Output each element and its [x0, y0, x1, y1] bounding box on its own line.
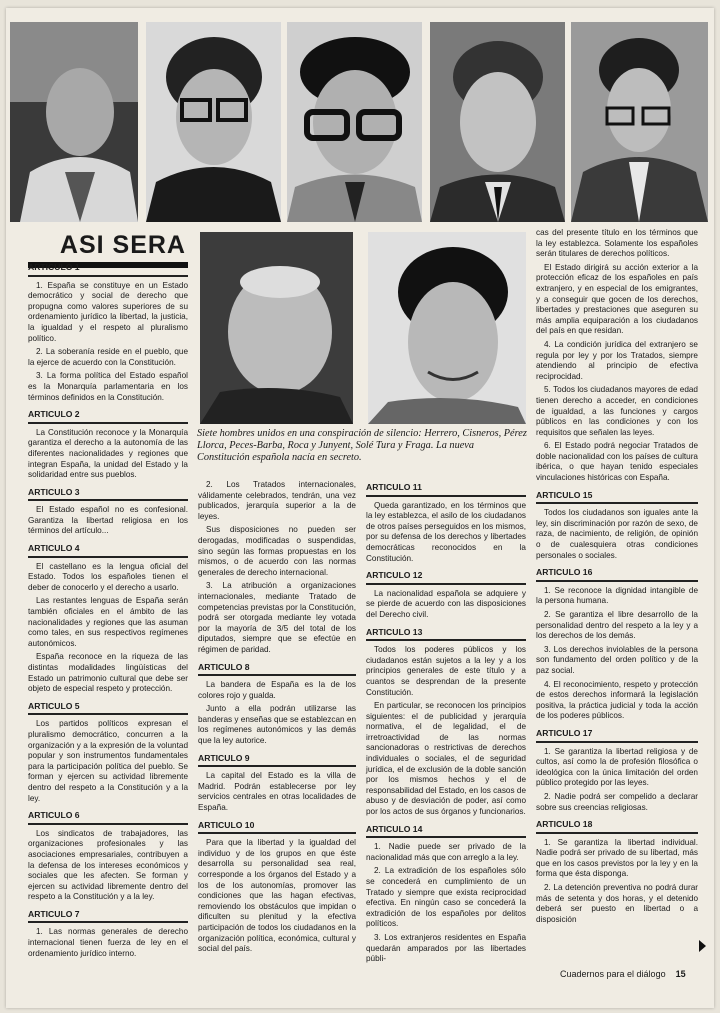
page-footer	[560, 969, 700, 979]
page-title: ASI SERA	[59, 231, 186, 259]
text-column-2	[198, 480, 356, 958]
article-title: ARTICULO 1	[28, 262, 188, 277]
article-paragraph: 2. Se garantiza el libre desarrollo de la personalidad dentro del respeto a la ley y a los derechos de los demás.	[536, 610, 698, 641]
portrait-photo-7	[368, 232, 526, 424]
article-paragraph: 3. La atribución a organizaciones internacionales, mediante Tratado de competencias previstas por la Constitución, podrá ser otorgada mediante ley votada por la mayoría de 3/5 del total de los diputados, siempre que se efectúe en régimen de paridad.	[198, 581, 356, 654]
portrait-photo-5	[571, 22, 708, 222]
portrait-photo-3	[287, 22, 422, 222]
text-column-1	[28, 262, 188, 962]
portrait-photo-4	[430, 22, 565, 222]
article-title: ARTICULO 16	[536, 567, 698, 582]
article-paragraph: 1. Se garantiza la libertad individual. Nadie podrá ser privado de su libertad, más que en los casos previstos por la ley y en la forma que ésta disponga.	[536, 837, 698, 879]
photo-caption: Siete hombres unidos en una conspiración de silencio: Herrero, Cisneros, Pérez Llorca, Peces-Barba, Roca y Junyent, Solé Tura y Fraga. La nueva Constitución española nacía en secreto.	[197, 428, 527, 463]
article-title: ARTICULO 14	[366, 824, 526, 839]
article-paragraph: 5. Todos los ciudadanos mayores de edad tienen derecho a acceder, en condiciones de igualdad, a las funciones y cargos públicos en las condiciones y con los requisitos que señalen las leyes.	[536, 385, 698, 437]
article-paragraph: Queda garantizado, en los términos que la ley establezca, el asilo de los ciudadanos de otros países perseguidos en los mismos, por su defensa de los derechos y libertades democráticas reconocidos en la Constitución.	[366, 500, 526, 563]
article-paragraph: 1. España se constituye en un Estado democrático y social de derecho que propugna como valores superiores de su ordenamiento jurídico la libertad, la justicia, la igualdad y el respeto al pluralismo político.	[28, 280, 188, 343]
article-paragraph: España reconoce en la riqueza de las distintas modalidades lingüísticas del Estado un patrimonio cultural que debe ser objeto de especial respeto y protección.	[28, 652, 188, 694]
article-title: ARTICULO 2	[28, 409, 188, 424]
article-title: ARTICULO 9	[198, 753, 356, 768]
article-title: ARTICULO 7	[28, 909, 188, 924]
article-paragraph: Para que la libertad y la igualdad del individuo y de los grupos en que éste desarrolla su personalidad sea real, corresponde a los órganos del Estado y a los de los autonomías, promover las condiciones que las hagan efectivas, removiendo los obstáculos que impidan o dificulten su plenitud y la efectiva participación de todos los ciudadanos en la organización política, económica, cultural y social del país.	[198, 838, 356, 954]
article-paragraph: 4. El reconocimiento, respeto y protección de estos derechos informará la legislación positiva, la práctica judicial y toda la acción de los poderes públicos.	[536, 679, 698, 721]
article-paragraph: En particular, se reconocen los principios siguientes: el de publicidad y jerarquía normativa, el de legalidad, el de irretroactividad de las normas sancionadoras o restrictivas de derechos individuales o sociales, el de seguridad jurídica, el de exclusión de la doble sanción por los mismos hechos y el de responsabilidad del Estado, en los casos de abuso y de desviación de poder, así como por los actos de sus órganos y funcionarios.	[366, 701, 526, 817]
article-paragraph: El Estado español no es confesional. Garantiza la libertad religiosa en los términos del artículo...	[28, 505, 188, 536]
article-paragraph: 6. El Estado podrá negociar Tratados de doble nacionalidad con los países de cultura ibérica, o que hayan tenido especiales vinculaciones históricas con España.	[536, 441, 698, 483]
article-title: ARTICULO 8	[198, 662, 356, 677]
article-paragraph: Todos los poderes públicos y los ciudadanos están sujetos a la ley y a los principios generales de este título y a cuantos se desprendan de la presente Constitución.	[366, 645, 526, 697]
article-paragraph: Los partidos políticos expresan el pluralismo democrático, concurren a la organización y a la expresión de la voluntad popular y son instrumentos fundamentales para la participación política del pueblo. Se forman y ejercen su actividad libremente dentro del respeto a la Constitución y a la ley.	[28, 719, 188, 803]
article-title: ARTICULO 17	[536, 728, 698, 743]
article-title: ARTICULO 11	[366, 482, 526, 497]
publication-name: Cuadernos para el diálogo	[560, 969, 666, 979]
article-paragraph: 2. La detención preventiva no podrá durar más de setenta y dos horas, y el detenido deberá ser puesto en libertad o a disposición	[536, 883, 698, 924]
article-paragraph: cas del presente título en los términos que la ley establezca. Solamente los españoles serán titulares de derechos políticos.	[536, 228, 698, 259]
article-paragraph: Sus disposiciones no pueden ser derogadas, modificadas o suspendidas, sino según las formas propuestas en los mismos, o de acuerdo con las normas generales de derecho internacional.	[198, 525, 356, 577]
article-paragraph: 1. Se garantiza la libertad religiosa y de cultos, así como la de profesión filosófica o ideológica con la única limitación del orden público protegido por las leyes.	[536, 746, 698, 788]
article-paragraph: 2. La extradición de los españoles sólo se concederá en cumplimiento de un Tratado y siempre que exista reciprocidad efectiva. En ningún caso se concederá la extradición de los españoles por delitos políticos.	[366, 866, 526, 929]
article-paragraph: La capital del Estado es la villa de Madrid. Podrán establecerse por ley servicios centrales en otras localidades de España.	[198, 771, 356, 813]
article-paragraph: Las restantes lenguas de España serán también oficiales en el ámbito de las nacionalidades y regiones que las asuman como tales, en sus respectivos regímenes autonómicos.	[28, 596, 188, 648]
article-paragraph: 2. La soberanía reside en el pueblo, que la ejerce de acuerdo con la Constitución.	[28, 347, 188, 367]
article-paragraph: 1. Nadie puede ser privado de la nacionalidad más que con arreglo a la ley.	[366, 842, 526, 862]
article-paragraph: El castellano es la lengua oficial del Estado. Todos los españoles tienen el deber de conocerlo y el derecho a usarlo.	[28, 561, 188, 592]
continue-arrow-icon	[699, 940, 706, 952]
article-paragraph: 1. Las normas generales de derecho internacional tienen fuerza de ley en el ordenamiento jurídico interno.	[28, 927, 188, 958]
article-title: ARTICULO 5	[28, 701, 188, 716]
article-paragraph: 3. Los derechos inviolables de la persona son fundamento del orden político y de la paz social.	[536, 644, 698, 675]
text-column-3	[366, 482, 526, 968]
article-paragraph: Junto a ella podrán utilizarse las banderas y enseñas que se establezcan en los regímenes autonómicos y las demás que la ley autorice.	[198, 704, 356, 746]
article-paragraph: 3. La forma política del Estado español es la Monarquía parlamentaria en los términos definidos en la Constitución.	[28, 371, 188, 402]
article-title: ARTICULO 6	[28, 810, 188, 825]
article-paragraph: 3. Los extranjeros residentes en España quedarán amparados por las libertades públi-	[366, 932, 526, 964]
article-title: ARTICULO 4	[28, 543, 188, 558]
article-title: ARTICULO 13	[366, 627, 526, 642]
article-paragraph: El Estado dirigirá su acción exterior a la protección eficaz de los españoles en país extranjero, y en especial de los emigrantes, y a conseguir que gocen de los derechos, libertades y prestaciones que aseguren su más amplia equiparación a los ciudadanos del país en que residan.	[536, 262, 698, 336]
article-paragraph: 2. Los Tratados internacionales, válidamente celebrados, tendrán, una vez publicados, jerarquía superior a la de leyes.	[198, 480, 356, 521]
portrait-photo-2	[146, 22, 281, 222]
article-title: ARTICULO 18	[536, 819, 698, 834]
article-title: ARTICULO 12	[366, 570, 526, 585]
article-title: ARTICULO 3	[28, 487, 188, 502]
article-title: ARTICULO 15	[536, 490, 698, 505]
article-paragraph: 4. La condición jurídica del extranjero se regula por ley y por los Tratados, siempre atendiendo al principio de efectiva reciprocidad.	[536, 339, 698, 381]
article-title: ARTICULO 10	[198, 820, 356, 835]
article-paragraph: La Constitución reconoce y la Monarquía garantiza el derecho a la autonomía de las diferentes nacionalidades y regiones que integran España, la unidad del Estado y la solidaridad entre sus pueblos.	[28, 427, 188, 480]
article-paragraph: La nacionalidad española se adquiere y se pierde de acuerdo con las disposiciones del Derecho civil.	[366, 588, 526, 619]
portrait-photo-6	[200, 232, 353, 424]
portrait-photo-1	[10, 22, 138, 222]
article-paragraph: 2. Nadie podrá ser compelido a declarar sobre sus creencias religiosas.	[536, 791, 698, 812]
article-paragraph: 1. Se reconoce la dignidad intangible de la persona humana.	[536, 585, 698, 606]
article-paragraph: Todos los ciudadanos son iguales ante la ley, sin discriminación por razón de sexo, de raza, de nacimiento, de religión, de opinión o de cualesquiera otras condiciones personales o sociales.	[536, 508, 698, 560]
page-number: 15	[675, 969, 686, 979]
text-column-4	[536, 228, 698, 928]
article-paragraph: Los sindicatos de trabajadores, las organizaciones profesionales y las asociaciones empresariales, contribuyen a la defensa de los intereses económicos y sociales que les afecten. Se forman y ejercen su actividad libremente dentro del respeto a la Constitución y a la ley.	[28, 828, 188, 902]
article-paragraph: La bandera de España es la de los colores rojo y gualda.	[198, 680, 356, 700]
